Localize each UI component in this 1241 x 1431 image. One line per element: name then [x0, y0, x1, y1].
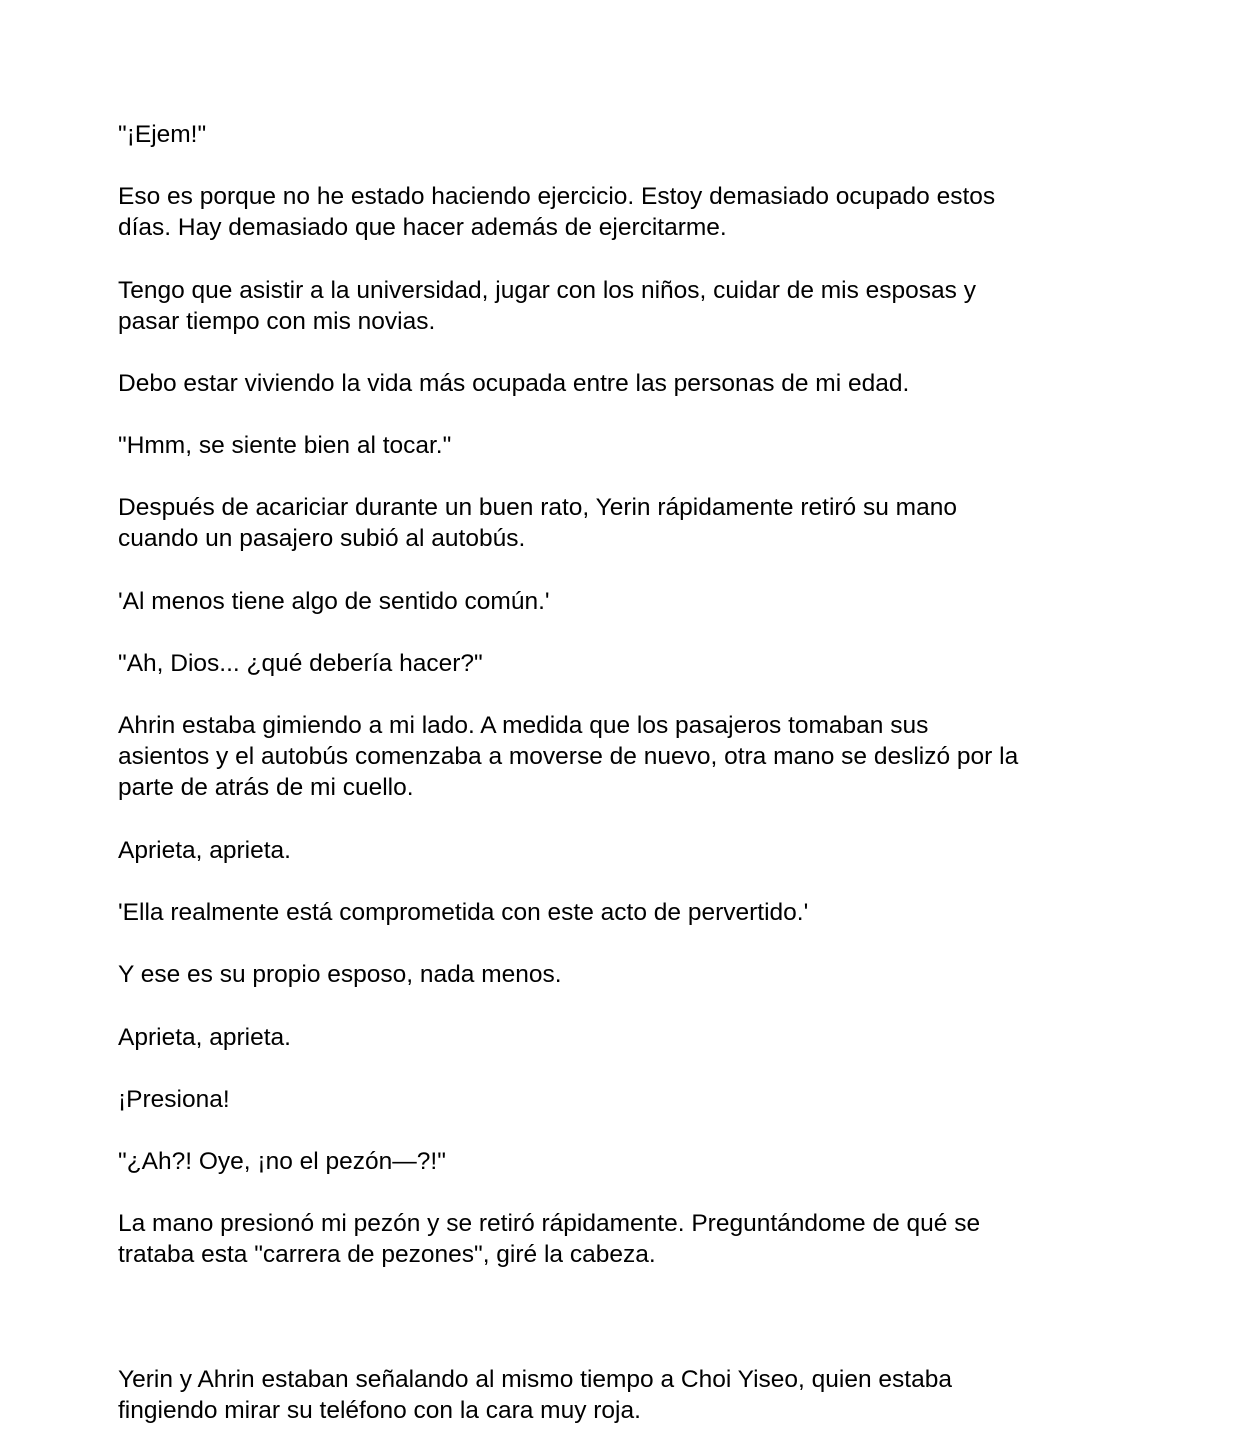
paragraph-6: Después de acariciar durante un buen rato, Yerin rápidamente retiró su mano cuando un pasajero subió al autobús.: [118, 494, 957, 552]
paragraph-15: "¿Ah?! Oye, ¡no el pezón—?!": [118, 1148, 446, 1175]
paragraph-8: "Ah, Dios... ¿qué debería hacer?": [118, 650, 483, 677]
paragraph-7: 'Al menos tiene algo de sentido común.': [118, 588, 550, 615]
paragraph-16: La mano presionó mi pezón y se retiró rápidamente. Preguntándome de qué se trataba esta "carrera de pezones", giré la cabeza.: [118, 1210, 981, 1268]
paragraph-11: 'Ella realmente está comprometida con este acto de pervertido.': [118, 899, 809, 926]
paragraph-12: Y ese es su propio esposo, nada menos.: [118, 961, 562, 988]
paragraph-3: Tengo que asistir a la universidad, jugar con los niños, cuidar de mis esposas y pasar tiempo con mis novias.: [118, 277, 976, 335]
paragraph-9: Ahrin estaba gimiendo a mi lado. A medida que los pasajeros tomaban sus asientos y el autobús comenzaba a moverse de nuevo, otra mano se deslizó por la parte de atrás de mi cuello.: [118, 712, 1019, 801]
paragraph-10: Aprieta, aprieta.: [118, 837, 291, 864]
paragraph-14: ¡Presiona!: [118, 1086, 230, 1113]
paragraph-2: Eso es porque no he estado haciendo ejercicio. Estoy demasiado ocupado estos días. Hay demasiado que hacer además de ejercitarme.: [118, 183, 996, 241]
paragraph-17: Yerin y Ahrin estaban señalando al mismo tiempo a Choi Yiseo, quien estaba fingiendo mirar su teléfono con la cara muy roja.: [118, 1366, 952, 1424]
paragraph-5: "Hmm, se siente bien al tocar.": [118, 432, 452, 459]
paragraph-13: Aprieta, aprieta.: [118, 1024, 291, 1051]
paragraph-4: Debo estar viviendo la vida más ocupada entre las personas de mi edad.: [118, 370, 910, 397]
paragraph-1: "¡Ejem!": [118, 121, 207, 148]
